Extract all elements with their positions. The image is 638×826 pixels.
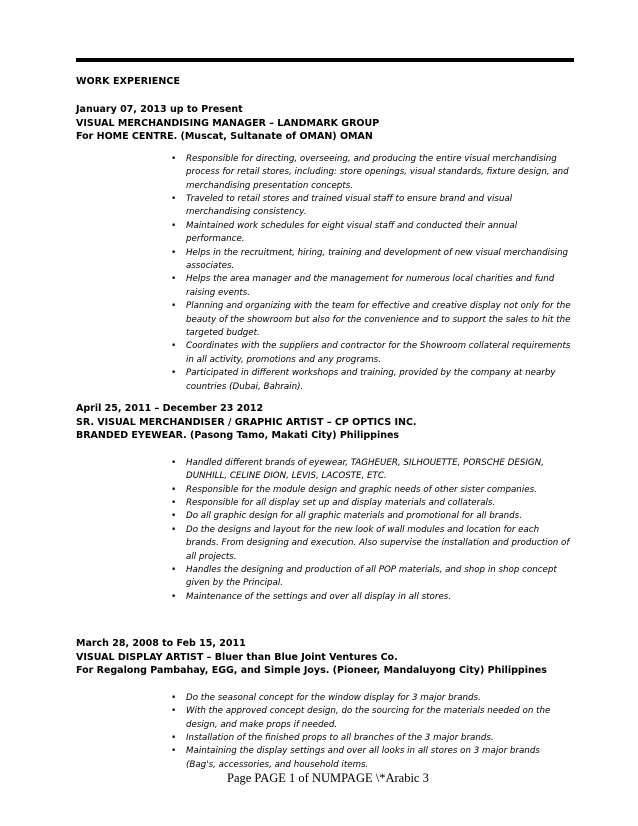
job-entry-3 (76, 637, 576, 772)
duty-item: • Do all graphic design for all graphic materials and promotional for all brands. (172, 510, 572, 523)
duty-item: • Maintained work schedules for eight visual staff and conducted their annual performance. (171, 220, 518, 245)
duty-item: • Handles the designing and production of all POP materials, and shop in shop concept given by the Principal. (171, 565, 557, 589)
job-duties-list (172, 457, 572, 604)
bullet-icon: • (171, 706, 177, 717)
bullet-icon: • (171, 301, 177, 312)
bullet-icon: • (171, 274, 177, 285)
page-footer: Page PAGE 1 of NUMPAGE \*Arabic 3 (227, 771, 429, 785)
bullet-icon: • (171, 591, 177, 602)
duty-item: • Maintaining the display settings and over all looks in all stores on 3 major brands (Bag's, accessories, and household items. (171, 746, 540, 770)
duty-item: • Participated in different workshops and training, provided by the company at nearby countries (Dubai, Bahrain). (171, 368, 556, 392)
job-entry-1 (76, 103, 576, 394)
bullet-icon: • (171, 341, 177, 352)
bullet-icon: • (171, 247, 177, 258)
duty-item: • Helps in the recruitment, hiring, training and development of new visual merchandising associates. (171, 247, 568, 272)
bullet-icon: • (171, 457, 177, 468)
duty-item: • Installation of the finished props to all branches of the 3 major brands. (172, 732, 572, 745)
job-company: For HOME CENTRE. (Muscat, Sultanate of OMAN) OMAN (76, 131, 373, 143)
bullet-icon: • (171, 565, 177, 576)
job-date: April 25, 2011 – December 23 2012 (76, 403, 264, 414)
job-entry-2 (76, 402, 576, 604)
section-title: WORK EXPERIENCE (76, 76, 181, 87)
duty-item: • Traveled to retail stores and trained visual staff to ensure brand and visual merchandising consistency. (171, 194, 513, 218)
duty-item: • Responsible for all display set up and display materials and collaterals. (172, 497, 572, 510)
job-title: SR. VISUAL MERCHANDISER / GRAPHIC ARTIST – CP OPTICS INC. (76, 416, 417, 428)
job-company: For Regalong Pambahay, EGG, and Simple Joys. (Pioneer, Mandaluyong City) Philippines (76, 665, 547, 677)
duty-item: • Responsible for the module design and graphic needs of other sister companies. (172, 484, 572, 497)
header-rule (76, 58, 574, 62)
bullet-icon: • (171, 220, 177, 231)
job-duties-list (172, 153, 572, 394)
bullet-icon: • (171, 511, 177, 522)
job-title: VISUAL MERCHANDISING MANAGER – LANDMARK GROUP (76, 117, 380, 129)
duty-item: • Planning and organizing with the team for effective and creative display not only for the beauty of the showroom but also for the convenience and to support the sales to hit the targeted budget. (171, 301, 571, 339)
duty-item: • Responsible for directing, overseeing, and producing the entire visual merchandising process for retail stores, including: store openings, visual standards, fixture design, and merchandising presentation concepts. (171, 153, 569, 191)
duty-item: • Coordinates with the suppliers and contractor for the Showroom collateral requirements in all activity, promotions and any programs. (171, 341, 571, 365)
job-date: March 28, 2008 to Feb 15, 2011 (76, 638, 246, 649)
bullet-icon: • (171, 746, 177, 757)
duty-item: • Do the seasonal concept for the window display for 3 major brands. (172, 692, 572, 705)
job-duties-list (172, 692, 572, 772)
job-date: January 07, 2013 up to Present (76, 104, 243, 115)
job-company: BRANDED EYEWEAR. (Pasong Tamo, Makati City) Philippines (76, 430, 400, 442)
duty-item: • Helps the area manager and the management for numerous local charities and fund raising events. (171, 274, 555, 298)
bullet-icon: • (171, 524, 177, 535)
job-title: VISUAL DISPLAY ARTIST – Bluer than Blue Joint Ventures Co. (76, 651, 398, 663)
duty-item: • Handled different brands of eyewear, TAGHEUER, SILHOUETTE, PORSCHE DESIGN, DUNHILL, CELINE DION, LEVIS, LACOSTE, ETC. (171, 457, 544, 482)
duty-item: • Do the designs and layout for the new look of wall modules and location for each brands. From designing and execution. Also supervise the installation and production of all projects. (171, 524, 570, 562)
bullet-icon: • (171, 194, 177, 204)
bullet-icon: • (171, 153, 177, 164)
bullet-icon: • (171, 368, 177, 379)
bullet-icon: • (171, 692, 177, 703)
bullet-icon: • (171, 498, 177, 508)
bullet-icon: • (171, 484, 177, 495)
bullet-icon: • (171, 733, 177, 743)
duty-item: • Maintenance of the settings and over all display in all stores. (172, 591, 572, 604)
duty-item: • With the approved concept design, do the sourcing for the materials needed on the design, and make props if needed. (171, 706, 551, 730)
